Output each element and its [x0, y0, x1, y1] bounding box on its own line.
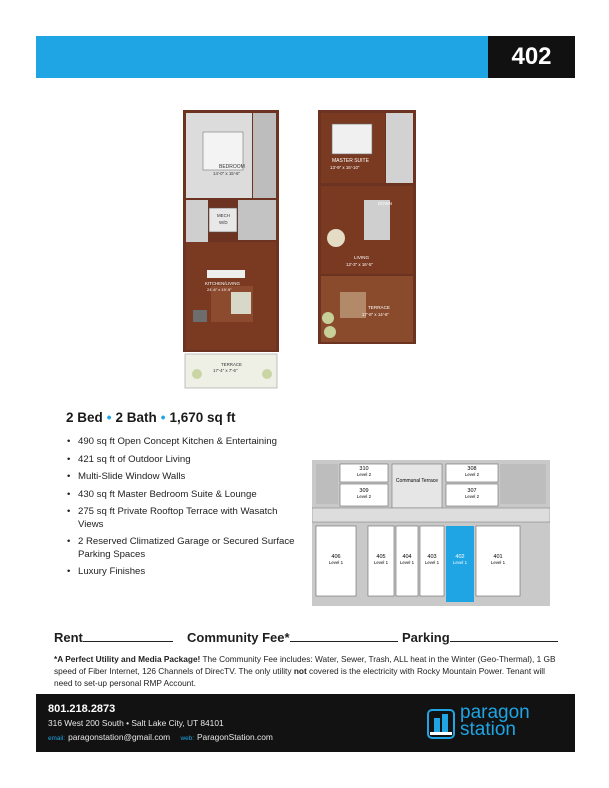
unit-level: Level 2 [356, 494, 372, 499]
web-label: web: [180, 735, 194, 742]
unit-label: 401 [493, 554, 503, 560]
rent-field[interactable] [54, 630, 173, 645]
email-link[interactable]: paragonstation@gmail.com [68, 732, 171, 742]
room-size: W/D [219, 220, 228, 225]
floorplan-level-2 [318, 110, 418, 348]
room-label: MASTER SUITE [332, 158, 369, 164]
unit-label: 406 [331, 554, 341, 560]
note-lead: *A Perfect Utility and Media Package! [54, 654, 201, 664]
room-size: 24'-6" x 19'-9" [207, 287, 232, 292]
unit-level: Level 2 [464, 494, 480, 499]
unit-level: Level 1 [373, 560, 389, 565]
room-size: 17'-4" x 7'-6" [213, 368, 238, 373]
room-label: KITCHEN/LIVING [205, 281, 240, 286]
room-label: DOWN [378, 201, 392, 206]
phone-number[interactable]: 801.218.2873 [48, 703, 116, 715]
web-link[interactable]: ParagonStation.com [196, 732, 273, 742]
note-body: The Community Fee includes: Water, Sewer, Trash, ALL heat in the Winter (Geo-Thermal), 1 GB speed of Fiber Internet, 126 Channels of DirecTV. The only utility [54, 654, 556, 676]
note-emphasis: not [293, 666, 307, 676]
parking-field[interactable] [402, 630, 558, 645]
email-label: email: [48, 735, 66, 742]
feature-item: • 275 sq ft Private Rooftop Terrace with Wasatch Views [66, 506, 296, 531]
beds-count: 2 Bed [66, 410, 103, 425]
room-label: BEDROOM [219, 164, 245, 170]
baths-count: 2 Bath [115, 410, 157, 425]
unit-label: 404 [402, 554, 412, 560]
separator-dot: • [106, 410, 112, 425]
unit-label: 403 [427, 554, 437, 560]
contact-links [48, 732, 273, 742]
unit-level: Level 1 [452, 560, 468, 565]
address: 316 West 200 South • Salt Lake City, UT 84101 [48, 718, 224, 728]
separator-dot: • [160, 410, 166, 425]
feature-item: • 490 sq ft Open Concept Kitchen & Entertaining [66, 436, 296, 449]
feature-item: • 2 Reserved Climatized Garage or Secured Surface Parking Spaces [66, 536, 296, 561]
unit-label: 402 [455, 554, 465, 560]
feature-item: • Multi-Slide Window Walls [66, 471, 296, 484]
unit-label: 309 [359, 488, 369, 494]
room-label: TERRACE [368, 305, 390, 310]
community-fee-field[interactable] [187, 630, 398, 645]
logo-line-1: paragon [460, 702, 530, 723]
unit-level: Level 1 [399, 560, 415, 565]
room-label: MECH [217, 213, 230, 218]
unit-level: Level 2 [356, 472, 372, 477]
rent-label: Rent [54, 630, 83, 645]
room-size: 13'-9" x 16'-10" [330, 165, 360, 170]
utility-note [54, 653, 560, 689]
logo-line-2: station [460, 719, 516, 740]
unit-level: Level 1 [328, 560, 344, 565]
unit-level: Level 1 [490, 560, 506, 565]
unit-label: 308 [467, 466, 477, 472]
features-list [66, 436, 296, 584]
communal-terrace-label: Communal Terrace [395, 478, 439, 484]
unit-label: 307 [467, 488, 477, 494]
parking-label: Parking [402, 630, 450, 645]
footer [36, 694, 575, 752]
floorplan-level-1 [183, 110, 279, 390]
feature-item: • 430 sq ft Master Bedroom Suite & Lounge [66, 489, 296, 502]
unit-level: Level 2 [464, 472, 480, 477]
room-size: 17'-8" x 14'-6" [362, 312, 390, 317]
area-total: 1,670 sq ft [169, 410, 236, 425]
feature-item: • 421 sq ft of Outdoor Living [66, 454, 296, 467]
unit-label: 310 [359, 466, 369, 472]
logo-mark-icon [426, 708, 456, 740]
room-size: 14'-0" x 15'-6" [213, 171, 241, 176]
room-label: LIVING [354, 255, 370, 260]
unit-specs [66, 410, 236, 425]
logo-text [460, 704, 530, 738]
room-label: TERRACE [221, 362, 242, 367]
unit-label: 405 [376, 554, 386, 560]
header-bar [36, 36, 488, 78]
feature-item: • Luxury Finishes [66, 566, 296, 579]
note-body: covered is the electricity with Rocky Mountain Power. Tenant will need to set-up personal RMP Account. [54, 666, 545, 688]
community-fee-label: Community Fee* [187, 630, 290, 645]
unit-number: 402 [488, 36, 575, 78]
unit-level: Level 1 [424, 560, 440, 565]
paragon-station-logo [426, 700, 571, 746]
site-plan [312, 460, 550, 611]
room-size: 12'-3" x 16'-5" [346, 262, 374, 267]
